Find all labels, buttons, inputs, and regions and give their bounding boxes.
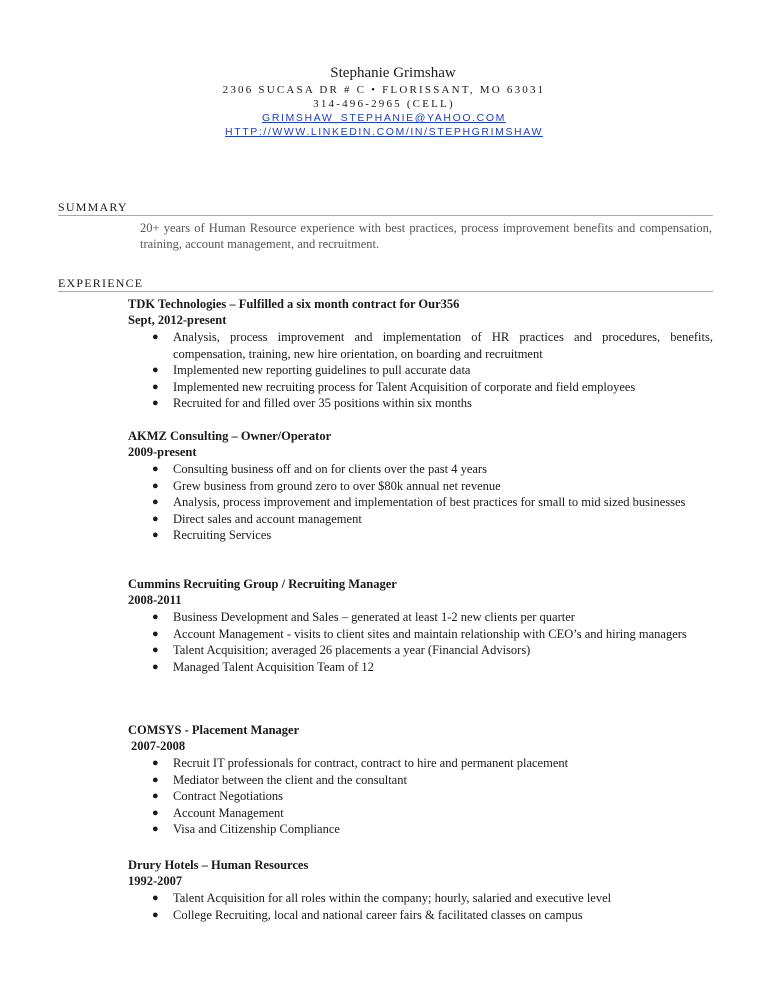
list-item	[128, 527, 713, 544]
bullet-text: Recruiting Services	[173, 528, 272, 542]
phone-number: 314-496-2965 (CELL)	[313, 98, 455, 110]
bullet-text: Consulting business off and on for clients over the past 4 years	[173, 462, 487, 476]
bullet-text: Grew business from ground zero to over $80k annual net revenue	[173, 478, 501, 493]
bullet-icon: ●	[152, 908, 159, 921]
job-bullets	[128, 609, 713, 675]
list-item	[128, 511, 713, 528]
job-title: Cummins Recruiting Group / Recruiting Manager	[128, 577, 397, 591]
bullet-text: Visa and Citizenship Compliance	[173, 822, 340, 836]
job-dates: 1992-2007	[128, 874, 183, 888]
job-bullets	[128, 329, 713, 412]
list-item	[128, 626, 713, 643]
bullet-text: Mediator between the client and the consultant	[173, 772, 407, 787]
bullet-text: Implemented new recruiting process for Talent Acquisition of corporate and field employees	[173, 379, 636, 394]
job-title: Drury Hotels – Human Resources	[128, 858, 309, 872]
job-title: AKMZ Consulting – Owner/Operator	[128, 429, 332, 443]
summary-text: 20+ years of Human Resource experience with best practices, process improvement benefits and compensation, training, account management, and recruitment.	[140, 221, 712, 251]
bullet-text: Account Management	[173, 805, 284, 820]
resume-header	[0, 64, 768, 139]
bullet-icon: ●	[152, 479, 159, 492]
list-item	[128, 362, 713, 379]
list-item	[128, 772, 713, 789]
list-item	[128, 461, 713, 478]
job-bullets	[128, 755, 713, 838]
list-item	[128, 821, 713, 838]
job-dates: 2009-present	[128, 445, 197, 459]
bullet-icon: ●	[152, 823, 159, 835]
job-title: COMSYS - Placement Manager	[128, 723, 300, 737]
bullet-icon: ●	[152, 331, 159, 343]
bullet-icon: ●	[152, 627, 159, 640]
bullet-text: Analysis, process improvement and implementation of HR practices and procedures, benefits, compensation, training, new hire orientation, on boarding and recruitment	[173, 330, 713, 361]
email-link[interactable]: GRIMSHAW_STEPHANIE@YAHOO.COM	[262, 112, 506, 124]
bullet-text: Talent Acquisition for all roles within the company; hourly, salaried and executive level	[173, 891, 612, 905]
bullet-icon: ●	[152, 512, 159, 525]
candidate-name: Stephanie Grimshaw	[330, 65, 456, 81]
experience-heading: EXPERIENCE	[58, 276, 713, 292]
list-item	[128, 890, 713, 907]
job-bullets	[128, 461, 713, 544]
bullet-text: Talent Acquisition; averaged 26 placements a year (Financial Advisors)	[173, 643, 531, 657]
list-item	[128, 609, 713, 626]
job-entry	[128, 428, 713, 544]
list-item	[128, 907, 713, 924]
list-item	[128, 805, 713, 822]
linkedin-link[interactable]: HTTP://WWW.LINKEDIN.COM/IN/STEPHGRIMSHAW	[225, 126, 543, 138]
job-dates: 2008-2011	[128, 593, 182, 607]
list-item	[128, 755, 713, 772]
bullet-text: Analysis, process improvement and implementation of best practices for small to mid sized businesses	[173, 495, 686, 509]
bullet-icon: ●	[152, 892, 159, 904]
job-dates: Sept, 2012-present	[128, 313, 227, 327]
bullet-icon: ●	[152, 463, 159, 475]
bullet-icon: ●	[152, 644, 159, 656]
list-item	[128, 642, 713, 659]
bullet-text: Implemented new reporting guidelines to pull accurate data	[173, 363, 471, 377]
summary-heading: SUMMARY	[58, 200, 713, 216]
bullet-text: Recruited for and filled over 35 positions within six months	[173, 396, 472, 410]
bullet-text: Business Development and Sales – generated at least 1-2 new clients per quarter	[173, 610, 575, 624]
bullet-icon: ●	[152, 757, 159, 769]
job-title: TDK Technologies – Fulfilled a six month contract for Our356	[128, 297, 460, 311]
bullet-icon: ●	[152, 380, 159, 393]
bullet-icon: ●	[152, 397, 159, 409]
list-item	[128, 379, 713, 396]
list-item	[128, 788, 713, 805]
bullet-text: Direct sales and account management	[173, 511, 362, 526]
bullet-icon: ●	[152, 806, 159, 819]
job-bullets	[128, 890, 713, 923]
bullet-icon: ●	[152, 790, 159, 802]
job-entry	[128, 722, 713, 838]
bullet-icon: ●	[152, 611, 159, 623]
address: 2306 SUCASA DR # C • FLORISSANT, MO 63031	[222, 84, 546, 96]
bullet-icon: ●	[152, 364, 159, 376]
bullet-icon: ●	[152, 773, 159, 786]
bullet-text: Recruit IT professionals for contract, contract to hire and permanent placement	[173, 756, 569, 770]
list-item	[128, 478, 713, 495]
bullet-text: College Recruiting, local and national career fairs & facilitated classes on campus	[173, 907, 583, 922]
job-dates: 2007-2008	[131, 739, 186, 753]
list-item	[128, 494, 713, 511]
list-item	[128, 659, 713, 676]
bullet-icon: ●	[152, 660, 159, 673]
job-entry	[128, 576, 713, 675]
list-item	[128, 395, 713, 412]
bullet-icon: ●	[152, 496, 159, 508]
job-entry	[128, 857, 713, 923]
list-item	[128, 329, 713, 362]
job-entry	[128, 296, 713, 412]
bullet-icon: ●	[152, 529, 159, 541]
bullet-text: Managed Talent Acquisition Team of 12	[173, 659, 374, 674]
bullet-text: Contract Negotiations	[173, 789, 284, 803]
bullet-text: Account Management - visits to client sites and maintain relationship with CEO’s and hiring managers	[173, 626, 687, 641]
